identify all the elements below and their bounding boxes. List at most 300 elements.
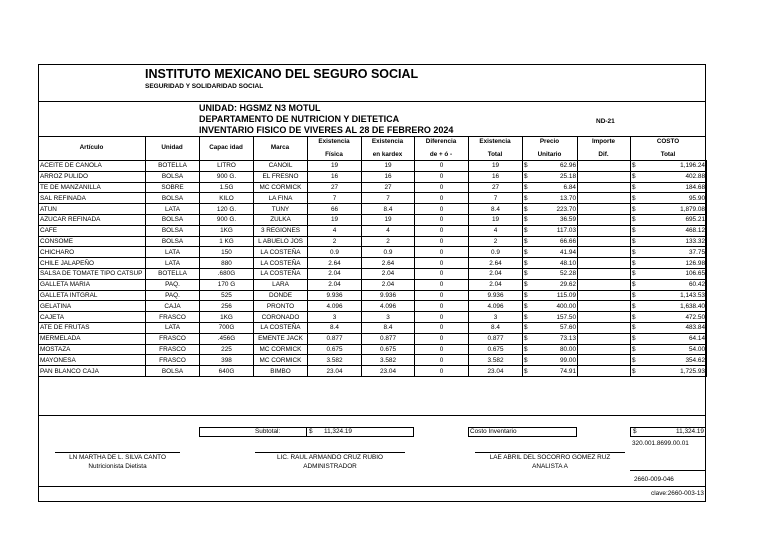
col-diferencia-1: Diferencia xyxy=(425,138,457,145)
currency-cell: $ xyxy=(631,225,639,236)
currency-cell: $ xyxy=(523,333,531,344)
importe-cell xyxy=(578,344,631,355)
marca-cell: LA COSTEÑA xyxy=(254,322,308,333)
table-row xyxy=(39,214,707,225)
marca-cell: LA FINA xyxy=(254,193,308,204)
importe-cell xyxy=(578,312,631,323)
table-row xyxy=(39,355,707,366)
kardex-cell: 0.877 xyxy=(362,333,415,344)
precio-cell: 99.00 xyxy=(531,355,578,366)
unidad-cell: FRASCO xyxy=(146,344,200,355)
precio-cell: 117.03 xyxy=(531,225,578,236)
kardex-cell: 16 xyxy=(362,171,415,182)
total-cell: 8.4 xyxy=(469,204,523,215)
precio-cell: 6.84 xyxy=(531,182,578,193)
unidad-cell: BOLSA xyxy=(146,225,200,236)
total-cell: 16 xyxy=(469,171,523,182)
capacidad-cell: KILO xyxy=(200,193,254,204)
currency-cell: $ xyxy=(631,301,639,312)
signature-role-3: ANALISTA A xyxy=(532,463,568,470)
articulo-cell: MERMELADA xyxy=(39,333,146,344)
inventory-title: INVENTARIO FISICO DE VIVERES AL 28 DE FEBRERO 2024 xyxy=(199,125,454,135)
unidad-cell: SOBRE xyxy=(146,182,200,193)
fisica-cell: 66 xyxy=(308,204,362,215)
costo-cell: 468.12 xyxy=(639,225,707,236)
costo-cell: 54.00 xyxy=(639,344,707,355)
importe-cell xyxy=(578,258,631,269)
col-importe-2: Dif. xyxy=(598,151,609,158)
fisica-cell: 3 xyxy=(308,312,362,323)
costo-cell: 483.84 xyxy=(639,322,707,333)
total-cell: 3.582 xyxy=(469,355,523,366)
costo-cell: 95.90 xyxy=(639,193,707,204)
marca-cell: DONDE xyxy=(254,290,308,301)
precio-cell: 62.96 xyxy=(531,161,578,172)
costo-inventario-label: Costo Inventario xyxy=(470,428,517,435)
col-marca: Marca xyxy=(270,144,290,151)
kardex-cell: 3.582 xyxy=(362,355,415,366)
col-diferencia-2: de + ó - xyxy=(429,151,453,158)
precio-cell: 74.91 xyxy=(531,366,578,377)
fisica-cell: 2.64 xyxy=(308,258,362,269)
institution-title: INSTITUTO MEXICANO DEL SEGURO SOCIAL xyxy=(145,67,419,81)
total-cell: 4 xyxy=(469,225,523,236)
articulo-cell: GALLETA MARIA xyxy=(39,279,146,290)
kardex-cell: 2.04 xyxy=(362,268,415,279)
subtotal-label: Subtotal: xyxy=(255,428,281,435)
importe-cell xyxy=(578,236,631,247)
header-divider xyxy=(38,101,706,102)
table-row xyxy=(39,344,707,355)
importe-cell xyxy=(578,193,631,204)
department-line: DEPARTAMENTO DE NUTRICION Y DIETETICA xyxy=(199,114,400,124)
currency-cell: $ xyxy=(631,214,639,225)
currency-cell: $ xyxy=(523,279,531,290)
capacidad-cell: 398 xyxy=(200,355,254,366)
currency-cell: $ xyxy=(631,312,639,323)
kardex-cell: 8.4 xyxy=(362,322,415,333)
table-row xyxy=(39,366,707,377)
total-cell: 0.877 xyxy=(469,333,523,344)
unidad-cell: FRASCO xyxy=(146,312,200,323)
currency-cell: $ xyxy=(631,236,639,247)
col-kardex-1: Existencia xyxy=(371,138,404,145)
precio-cell: 223.70 xyxy=(531,204,578,215)
marca-cell: EMENTE JACK xyxy=(254,333,308,344)
fisica-cell: 9.936 xyxy=(308,290,362,301)
col-kardex-2: en kardex xyxy=(372,151,403,158)
marca-cell: EL FRESNO xyxy=(254,171,308,182)
importe-cell xyxy=(578,171,631,182)
importe-cell xyxy=(578,355,631,366)
col-total-1: Existencia xyxy=(479,138,511,145)
total-cell: 19 xyxy=(469,214,523,225)
table-row xyxy=(39,225,707,236)
importe-cell xyxy=(578,366,631,377)
currency-cell: $ xyxy=(523,204,531,215)
marca-cell: PRONTO xyxy=(254,301,308,312)
unidad-cell: BOLSA xyxy=(146,171,200,182)
costo-cell: 1,638.40 xyxy=(639,301,707,312)
kardex-cell: 4 xyxy=(362,225,415,236)
marca-cell: MC CORMICK xyxy=(254,355,308,366)
total-cell: 19 xyxy=(469,161,523,172)
subtotal-value: 11,324.19 xyxy=(324,428,352,435)
total-cell: 9.936 xyxy=(469,290,523,301)
capacidad-cell: .680G xyxy=(200,268,254,279)
fisica-cell: 19 xyxy=(308,214,362,225)
total-cell: 2.64 xyxy=(469,258,523,269)
form-code: ND-21 xyxy=(596,118,615,125)
capacidad-cell: LITRO xyxy=(200,161,254,172)
articulo-cell: CAJETA xyxy=(39,312,146,323)
marca-cell: LA COSTEÑA xyxy=(254,268,308,279)
marca-cell: BIMBO xyxy=(254,366,308,377)
col-capacidad: Capac idad xyxy=(209,144,243,151)
unidad-cell: FRASCO xyxy=(146,355,200,366)
signature-line-3 xyxy=(475,452,625,453)
currency-cell: $ xyxy=(631,182,639,193)
costo-cell: 133.32 xyxy=(639,236,707,247)
articulo-cell: MAYONESA xyxy=(39,355,146,366)
kardex-cell: 2.64 xyxy=(362,258,415,269)
importe-cell xyxy=(578,290,631,301)
articulo-cell: CONSOME xyxy=(39,236,146,247)
importe-cell xyxy=(578,333,631,344)
kardex-cell: 0.675 xyxy=(362,344,415,355)
capacidad-cell: 880 xyxy=(200,258,254,269)
costo-cell: 126.98 xyxy=(639,258,707,269)
currency-cell: $ xyxy=(631,193,639,204)
diferencia-cell: 0 xyxy=(415,236,469,247)
currency-cell: $ xyxy=(523,366,531,377)
currency-cell: $ xyxy=(523,301,531,312)
currency-cell: $ xyxy=(631,171,639,182)
diferencia-cell: 0 xyxy=(415,204,469,215)
unidad-cell: LATA xyxy=(146,204,200,215)
fisica-cell: 0.675 xyxy=(308,344,362,355)
importe-cell xyxy=(578,214,631,225)
kardex-cell: 4.096 xyxy=(362,301,415,312)
diferencia-cell: 0 xyxy=(415,182,469,193)
table-row xyxy=(39,290,707,301)
table-row xyxy=(39,322,707,333)
total-cell: 0.675 xyxy=(469,344,523,355)
precio-cell: 80.00 xyxy=(531,344,578,355)
capacidad-cell: 640G xyxy=(200,366,254,377)
diferencia-cell: 0 xyxy=(415,214,469,225)
unidad-cell: BOTELLA xyxy=(146,268,200,279)
articulo-cell: CHICHARO xyxy=(39,247,146,258)
total-cell: 4.096 xyxy=(469,301,523,312)
col-costo-1: COSTO xyxy=(656,138,680,145)
currency-cell: $ xyxy=(631,161,639,172)
currency-cell: $ xyxy=(631,279,639,290)
precio-cell: 41.94 xyxy=(531,247,578,258)
fisica-cell: 0.9 xyxy=(308,247,362,258)
currency-cell: $ xyxy=(631,268,639,279)
table-row xyxy=(39,312,707,323)
importe-cell xyxy=(578,204,631,215)
unidad-cell: LATA xyxy=(146,258,200,269)
col-precio-1: Precio xyxy=(539,138,560,145)
costo-cell: 1,196.24 xyxy=(639,161,707,172)
precio-cell: 25.18 xyxy=(531,171,578,182)
unidad-cell: BOLSA xyxy=(146,193,200,204)
capacidad-cell: 900 G. xyxy=(200,171,254,182)
table-row xyxy=(39,161,707,172)
institution-subtitle: SEGURIDAD Y SOLIDARIDAD SOCIAL xyxy=(145,83,264,90)
kardex-cell: 23.04 xyxy=(362,366,415,377)
articulo-cell: ATE DE FRUTAS xyxy=(39,322,146,333)
precio-cell: 157.50 xyxy=(531,312,578,323)
costo-cell: 37.75 xyxy=(639,247,707,258)
marca-cell: L ABUELO JOS xyxy=(254,236,308,247)
signature-role-2: ADMINISTRADOR xyxy=(303,463,357,470)
articulo-cell: ACEITE DE CANOLA xyxy=(39,161,146,172)
articulo-cell: PAN BLANCO CAJA xyxy=(39,366,146,377)
kardex-cell: 2 xyxy=(362,236,415,247)
diferencia-cell: 0 xyxy=(415,268,469,279)
costo-cell: 184.68 xyxy=(639,182,707,193)
fisica-cell: 0.877 xyxy=(308,333,362,344)
costo-total-value: 11,324.19 xyxy=(676,428,704,435)
articulo-cell: CAFE xyxy=(39,225,146,236)
diferencia-cell: 0 xyxy=(415,161,469,172)
articulo-cell: MOSTAZA xyxy=(39,344,146,355)
signature-role-1: Nutricionista Dietista xyxy=(88,463,147,470)
col-total-2: Total xyxy=(487,151,503,158)
total-cell: 0.9 xyxy=(469,247,523,258)
subtotal-currency: $ xyxy=(309,428,313,435)
table-row xyxy=(39,301,707,312)
table-row xyxy=(39,171,707,182)
signature-line-2 xyxy=(255,452,405,453)
diferencia-cell: 0 xyxy=(415,333,469,344)
unidad-cell: BOTELLA xyxy=(146,161,200,172)
currency-cell: $ xyxy=(523,247,531,258)
currency-cell: $ xyxy=(631,290,639,301)
costo-cell: 1,725.93 xyxy=(639,366,707,377)
importe-cell xyxy=(578,301,631,312)
footer-divider xyxy=(38,486,706,487)
currency-cell: $ xyxy=(631,322,639,333)
col-precio-2: Unitario xyxy=(537,151,562,158)
fisica-cell: 4.096 xyxy=(308,301,362,312)
costo-cell: 695.21 xyxy=(639,214,707,225)
articulo-cell: ATUN xyxy=(39,204,146,215)
fisica-cell: 27 xyxy=(308,182,362,193)
capacidad-cell: 225 xyxy=(200,344,254,355)
currency-cell: $ xyxy=(631,258,639,269)
marca-cell: LA COSTEÑA xyxy=(254,247,308,258)
marca-cell: MC CORMICK xyxy=(254,344,308,355)
marca-cell: 3 REGIONES xyxy=(254,225,308,236)
costo-cell: 60.42 xyxy=(639,279,707,290)
diferencia-cell: 0 xyxy=(415,247,469,258)
diferencia-cell: 0 xyxy=(415,312,469,323)
currency-cell: $ xyxy=(631,204,639,215)
currency-cell: $ xyxy=(523,171,531,182)
importe-cell xyxy=(578,279,631,290)
marca-cell: LARA xyxy=(254,279,308,290)
column-header-top xyxy=(38,136,706,137)
currency-cell: $ xyxy=(523,214,531,225)
table-row xyxy=(39,333,707,344)
currency-cell: $ xyxy=(523,236,531,247)
importe-cell xyxy=(578,268,631,279)
capacidad-cell: 1KG xyxy=(200,225,254,236)
costo-cell: 402.88 xyxy=(639,171,707,182)
capacidad-cell: 150 xyxy=(200,247,254,258)
marca-cell: TUNY xyxy=(254,204,308,215)
signature-name-2: LIC. RAUL ARMANDO CRUZ RUBIO xyxy=(277,454,383,461)
marca-cell: LA COSTEÑA xyxy=(254,258,308,269)
kardex-cell: 8.4 xyxy=(362,204,415,215)
kardex-cell: 19 xyxy=(362,214,415,225)
unit-line: UNIDAD: HGSMZ N3 MOTUL xyxy=(199,103,321,113)
marca-cell: CORONADO xyxy=(254,312,308,323)
importe-cell xyxy=(578,182,631,193)
fisica-cell: 7 xyxy=(308,193,362,204)
precio-cell: 13.70 xyxy=(531,193,578,204)
total-cell: 8.4 xyxy=(469,322,523,333)
table-row xyxy=(39,236,707,247)
articulo-cell: AZUCAR REFINADA xyxy=(39,214,146,225)
kardex-cell: 27 xyxy=(362,182,415,193)
kardex-cell: 2.04 xyxy=(362,279,415,290)
precio-cell: 52.28 xyxy=(531,268,578,279)
diferencia-cell: 0 xyxy=(415,279,469,290)
total-cell: 23.04 xyxy=(469,366,523,377)
capacidad-cell: 1.5G xyxy=(200,182,254,193)
footer-code: 2660-009-046 xyxy=(634,476,674,483)
articulo-cell: GELATINA xyxy=(39,301,146,312)
articulo-cell: ARROZ PULIDO xyxy=(39,171,146,182)
diferencia-cell: 0 xyxy=(415,355,469,366)
fisica-cell: 2 xyxy=(308,236,362,247)
capacidad-cell: 256 xyxy=(200,301,254,312)
col-fisica-2: Física xyxy=(325,151,343,158)
precio-cell: 66.66 xyxy=(531,236,578,247)
fisica-cell: 8.4 xyxy=(308,322,362,333)
capacidad-cell: 700G xyxy=(200,322,254,333)
capacidad-cell: 120 G. xyxy=(200,204,254,215)
precio-cell: 73.13 xyxy=(531,333,578,344)
importe-cell xyxy=(578,322,631,333)
unidad-cell: BOLSA xyxy=(146,366,200,377)
importe-cell xyxy=(578,161,631,172)
costo-cell: 472.50 xyxy=(639,312,707,323)
marca-cell: ZULKA xyxy=(254,214,308,225)
table-row xyxy=(39,279,707,290)
fisica-cell: 19 xyxy=(308,161,362,172)
kardex-cell: 0.9 xyxy=(362,247,415,258)
fisica-cell: 3.582 xyxy=(308,355,362,366)
col-costo-2: Total xyxy=(660,151,676,158)
currency-cell: $ xyxy=(523,290,531,301)
fisica-cell: 23.04 xyxy=(308,366,362,377)
unidad-cell: BOLSA xyxy=(146,214,200,225)
articulo-cell: TE DE MANZANILLA xyxy=(39,182,146,193)
currency-cell: $ xyxy=(631,355,639,366)
currency-cell: $ xyxy=(631,344,639,355)
unidad-cell: LATA xyxy=(146,322,200,333)
marca-cell: CANOIL xyxy=(254,161,308,172)
inventory-table xyxy=(38,160,707,377)
unidad-cell: FRASCO xyxy=(146,333,200,344)
currency-cell: $ xyxy=(523,161,531,172)
currency-cell: $ xyxy=(523,258,531,269)
precio-cell: 36.59 xyxy=(531,214,578,225)
total-cell: 2.04 xyxy=(469,268,523,279)
currency-cell: $ xyxy=(631,333,639,344)
precio-cell: 29.62 xyxy=(531,279,578,290)
currency-cell: $ xyxy=(523,312,531,323)
fisica-cell: 2.04 xyxy=(308,268,362,279)
unidad-cell: CAJA xyxy=(146,301,200,312)
unidad-cell: BOLSA xyxy=(146,236,200,247)
signature-name-1: LN MARTHA DE L. SILVA CANTO xyxy=(69,454,166,461)
precio-cell: 57.60 xyxy=(531,322,578,333)
currency-cell: $ xyxy=(523,182,531,193)
diferencia-cell: 0 xyxy=(415,193,469,204)
kardex-cell: 7 xyxy=(362,193,415,204)
capacidad-cell: 1 KG xyxy=(200,236,254,247)
table-row xyxy=(39,268,707,279)
diferencia-cell: 0 xyxy=(415,366,469,377)
currency-cell: $ xyxy=(523,355,531,366)
currency-cell: $ xyxy=(523,322,531,333)
costo-cell: 1,879.08 xyxy=(639,204,707,215)
capacidad-cell: 1KG xyxy=(200,312,254,323)
signature-line-1 xyxy=(55,452,180,453)
col-importe-1: Importe xyxy=(591,138,616,145)
unidad-cell: PAQ. xyxy=(146,290,200,301)
table-row xyxy=(39,247,707,258)
capacidad-cell: 525 xyxy=(200,290,254,301)
currency-cell: $ xyxy=(523,268,531,279)
table-row xyxy=(39,193,707,204)
col-unidad: Unidad xyxy=(161,144,183,151)
total-cell: 2.04 xyxy=(469,279,523,290)
col-fisica-1: Existencia xyxy=(318,138,350,145)
diferencia-cell: 0 xyxy=(415,258,469,269)
currency-cell: $ xyxy=(631,247,639,258)
costo-cell: 354.62 xyxy=(639,355,707,366)
account-number: 320.001.8699.00.01 xyxy=(632,440,689,447)
importe-cell xyxy=(578,225,631,236)
fisica-cell: 16 xyxy=(308,171,362,182)
fisica-cell: 4 xyxy=(308,225,362,236)
articulo-cell: CHILE JALAPEÑO xyxy=(39,258,146,269)
kardex-cell: 9.936 xyxy=(362,290,415,301)
capacidad-cell: 170 G xyxy=(200,279,254,290)
articulo-cell: SALSA DE TOMATE TIPO CATSUP xyxy=(39,268,146,279)
diferencia-cell: 0 xyxy=(415,344,469,355)
fisica-cell: 2.04 xyxy=(308,279,362,290)
currency-cell: $ xyxy=(631,366,639,377)
costo-cell: 64.14 xyxy=(639,333,707,344)
diferencia-cell: 0 xyxy=(415,290,469,301)
costo-cell: 106.65 xyxy=(639,268,707,279)
articulo-cell: SAL REFINADA xyxy=(39,193,146,204)
unidad-cell: LATA xyxy=(146,247,200,258)
summary-divider xyxy=(38,415,706,416)
marca-cell: MC CORMICK xyxy=(254,182,308,193)
capacidad-cell: 900 G. xyxy=(200,214,254,225)
diferencia-cell: 0 xyxy=(415,322,469,333)
